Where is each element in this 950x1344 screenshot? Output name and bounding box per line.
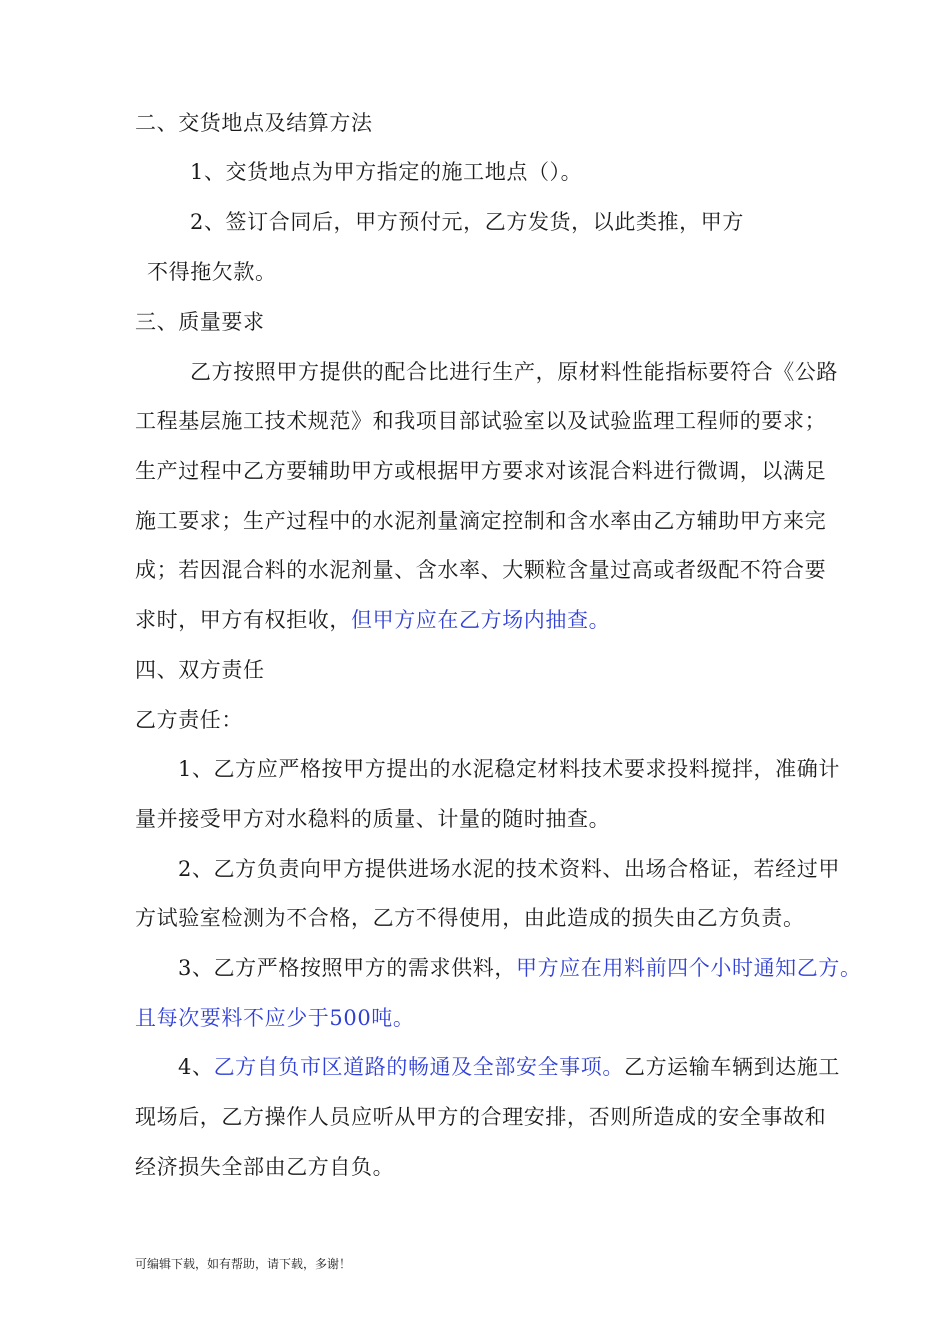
- section-4-heading: 四、双方责任: [135, 658, 265, 682]
- section-3-line-1: 乙方按照甲方提供的配合比进行生产，原材料性能指标要符合《公路: [190, 360, 838, 384]
- section-4-subheading: 乙方责任：: [135, 708, 243, 732]
- section-4-item-3-text: 3、乙方严格按照甲方的需求供料，: [178, 956, 516, 980]
- section-2-item-2-line-2: 不得拖欠款。: [147, 260, 277, 284]
- section-3-line-6: [135, 605, 610, 635]
- section-4-item-3-line-2: 且每次要料不应少于500吨。: [135, 1006, 415, 1030]
- section-2-item-1: 1、交货地点为甲方指定的施工地点（）。: [190, 160, 583, 184]
- section-4-item-1-line-2: 量并接受甲方对水稳料的质量、计量的随时抽查。: [135, 807, 611, 831]
- section-4-item-4-text: 乙方运输车辆到达施工: [623, 1055, 840, 1079]
- section-3-highlight: 但甲方应在乙方场内抽查。: [351, 608, 611, 632]
- section-2-item-2-line-1: 2、签订合同后，甲方预付元，乙方发货，以此类推，甲方: [190, 210, 744, 234]
- section-4-item-4-line-3: 经济损失全部由乙方自负。: [135, 1155, 395, 1179]
- section-3-line-3: 生产过程中乙方要辅助甲方或根据甲方要求对该混合料进行微调，以满足: [135, 459, 827, 483]
- section-4-item-2-line-1: 2、乙方负责向甲方提供进场水泥的技术资料、出场合格证，若经过甲: [178, 857, 840, 881]
- section-3-line-6-text: 求时，甲方有权拒收，: [135, 608, 351, 632]
- section-4-item-4-line-2: 现场后，乙方操作人员应听从甲方的合理安排，否则所造成的安全事故和: [135, 1105, 827, 1129]
- section-2-heading: 二、交货地点及结算方法: [135, 111, 373, 135]
- section-4-item-2-line-2: 方试验室检测为不合格，乙方不得使用，由此造成的损失由乙方负责。: [135, 906, 805, 930]
- section-4-item-4-number: 4、: [178, 1055, 214, 1079]
- section-3-line-5: 成；若因混合料的水泥剂量、含水率、大颗粒含量过高或者级配不符合要: [135, 558, 827, 582]
- section-3-heading: 三、质量要求: [135, 310, 265, 334]
- section-3-line-4: 施工要求；生产过程中的水泥剂量滴定控制和含水率由乙方辅助甲方来完: [135, 509, 827, 533]
- download-footer-note: 可编辑下载，如有帮助，请下载，多谢！: [135, 1257, 352, 1271]
- section-4-item-1-line-1: 1、乙方应严格按甲方提出的水泥稳定材料技术要求投料搅拌，准确计: [178, 757, 840, 781]
- section-4-item-3-line-1: [178, 953, 862, 983]
- section-4-item-3-highlight: 甲方应在用料前四个小时通知乙方。: [515, 956, 862, 980]
- section-4-item-4-line-1: [178, 1052, 840, 1082]
- section-4-item-4-highlight: 乙方自负市区道路的畅通及全部安全事项。: [213, 1055, 624, 1079]
- section-3-line-2: 工程基层施工技术规范》和我项目部试验室以及试验监理工程师的要求；: [135, 409, 827, 433]
